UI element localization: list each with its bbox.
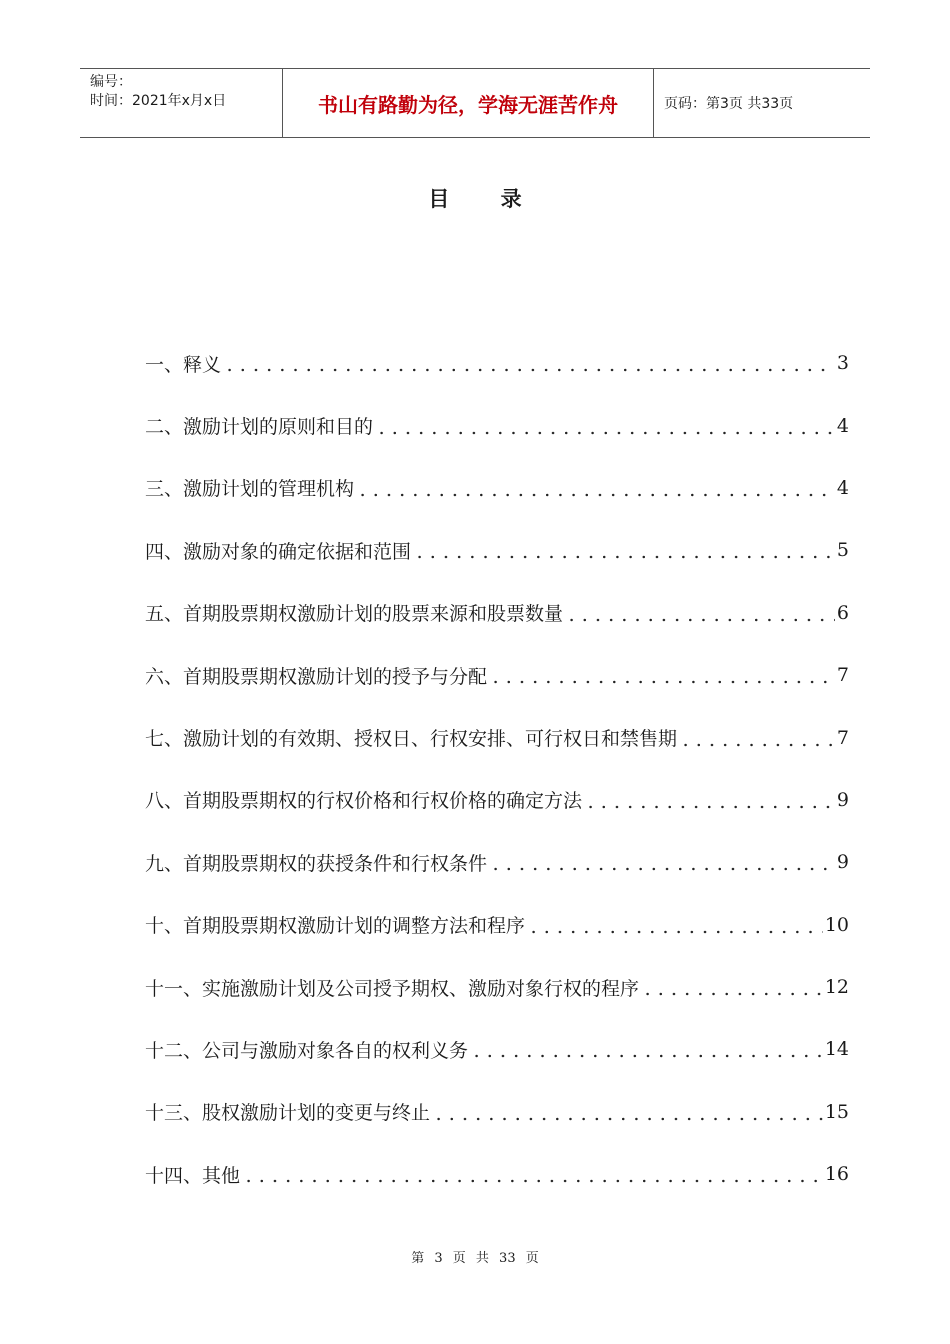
toc-entry[interactable]: [145, 1143, 849, 1205]
toc-dot-leader: [489, 852, 835, 872]
document-date: 时间：2021年x月x日: [90, 93, 227, 109]
toc-entry[interactable]: [145, 457, 849, 519]
toc-entry-label: 六、首期股票期权激励计划的授予与分配: [145, 665, 488, 688]
toc-entry-page: 6: [836, 601, 849, 624]
toc-entry-label: 十四、其他: [145, 1164, 241, 1187]
toc-entry-label: 一、释义: [145, 353, 222, 376]
toc-entry-page: 16: [824, 1163, 849, 1186]
toc-entry[interactable]: [145, 1018, 849, 1080]
toc-dot-leader: [432, 1102, 823, 1122]
toc-entry-page: 7: [836, 726, 849, 749]
toc-entry-label: 十、首期股票期权激励计划的调整方法和程序: [145, 915, 526, 938]
toc-entry[interactable]: [145, 956, 849, 1018]
toc-entry[interactable]: [145, 644, 849, 706]
toc-entry-page: 12: [824, 976, 849, 999]
toc-entry-label: 七、激励计划的有效期、授权日、行权安排、可行权日和禁售期: [145, 728, 678, 751]
toc-dot-leader: [356, 478, 835, 498]
toc-entry-page: 5: [836, 539, 849, 562]
table-of-contents: [145, 332, 849, 1205]
document-number-label: 编号：: [90, 74, 132, 90]
toc-entry-label: 五、首期股票期权激励计划的股票来源和股票数量: [145, 603, 564, 626]
toc-entry[interactable]: [145, 332, 849, 394]
toc-entry-label: 十三、股权激励计划的变更与终止: [145, 1102, 431, 1125]
toc-entry-page: 14: [824, 1038, 849, 1061]
toc-entry[interactable]: [145, 519, 849, 581]
toc-entry-page: 9: [836, 851, 849, 874]
header-page-info: 页码：第3页 共33页: [664, 96, 794, 112]
toc-entry[interactable]: [145, 831, 849, 893]
toc-entry[interactable]: [145, 706, 849, 768]
header-motto: 书山有路勤为径，学海无涯苦作舟: [282, 69, 654, 137]
toc-entry-label: 八、首期股票期权的行权价格和行权价格的确定方法: [145, 790, 583, 813]
page-title: 目 录: [428, 187, 544, 211]
toc-entry[interactable]: [145, 394, 849, 456]
toc-entry-page: 4: [836, 476, 849, 499]
toc-entry-page: 3: [836, 352, 849, 375]
toc-dot-leader: [584, 790, 835, 810]
toc-dot-leader: [565, 603, 835, 623]
toc-entry-label: 九、首期股票期权的获授条件和行权条件: [145, 852, 488, 875]
toc-entry-label: 十一、实施激励计划及公司授予期权、激励对象行权的程序: [145, 977, 640, 1000]
toc-entry-label: 二、激励计划的原则和目的: [145, 416, 374, 439]
toc-entry-label: 十二、公司与激励对象各自的权利义务: [145, 1039, 469, 1062]
toc-entry-page: 4: [836, 414, 849, 437]
toc-dot-leader: [242, 1164, 823, 1184]
toc-dot-leader: [375, 416, 835, 436]
toc-dot-leader: [223, 353, 835, 373]
toc-entry[interactable]: [145, 1081, 849, 1143]
toc-entry-page: 9: [836, 788, 849, 811]
toc-entry-page: 15: [824, 1100, 849, 1123]
toc-entry-page: 7: [836, 664, 849, 687]
toc-dot-leader: [413, 540, 835, 560]
toc-dot-leader: [527, 915, 823, 935]
page-footer: 第 3 页 共 33 页: [411, 1251, 539, 1266]
toc-entry[interactable]: [145, 769, 849, 831]
toc-entry-label: 三、激励计划的管理机构: [145, 478, 355, 501]
toc-entry-page: 10: [824, 913, 849, 936]
toc-dot-leader: [679, 728, 835, 748]
toc-entry[interactable]: [145, 894, 849, 956]
toc-dot-leader: [641, 977, 823, 997]
toc-dot-leader: [470, 1039, 823, 1059]
toc-entry-label: 四、激励对象的确定依据和范围: [145, 540, 412, 563]
header-meta: [80, 69, 282, 137]
toc-dot-leader: [489, 665, 835, 685]
page-header: [80, 68, 870, 138]
toc-entry[interactable]: [145, 582, 849, 644]
